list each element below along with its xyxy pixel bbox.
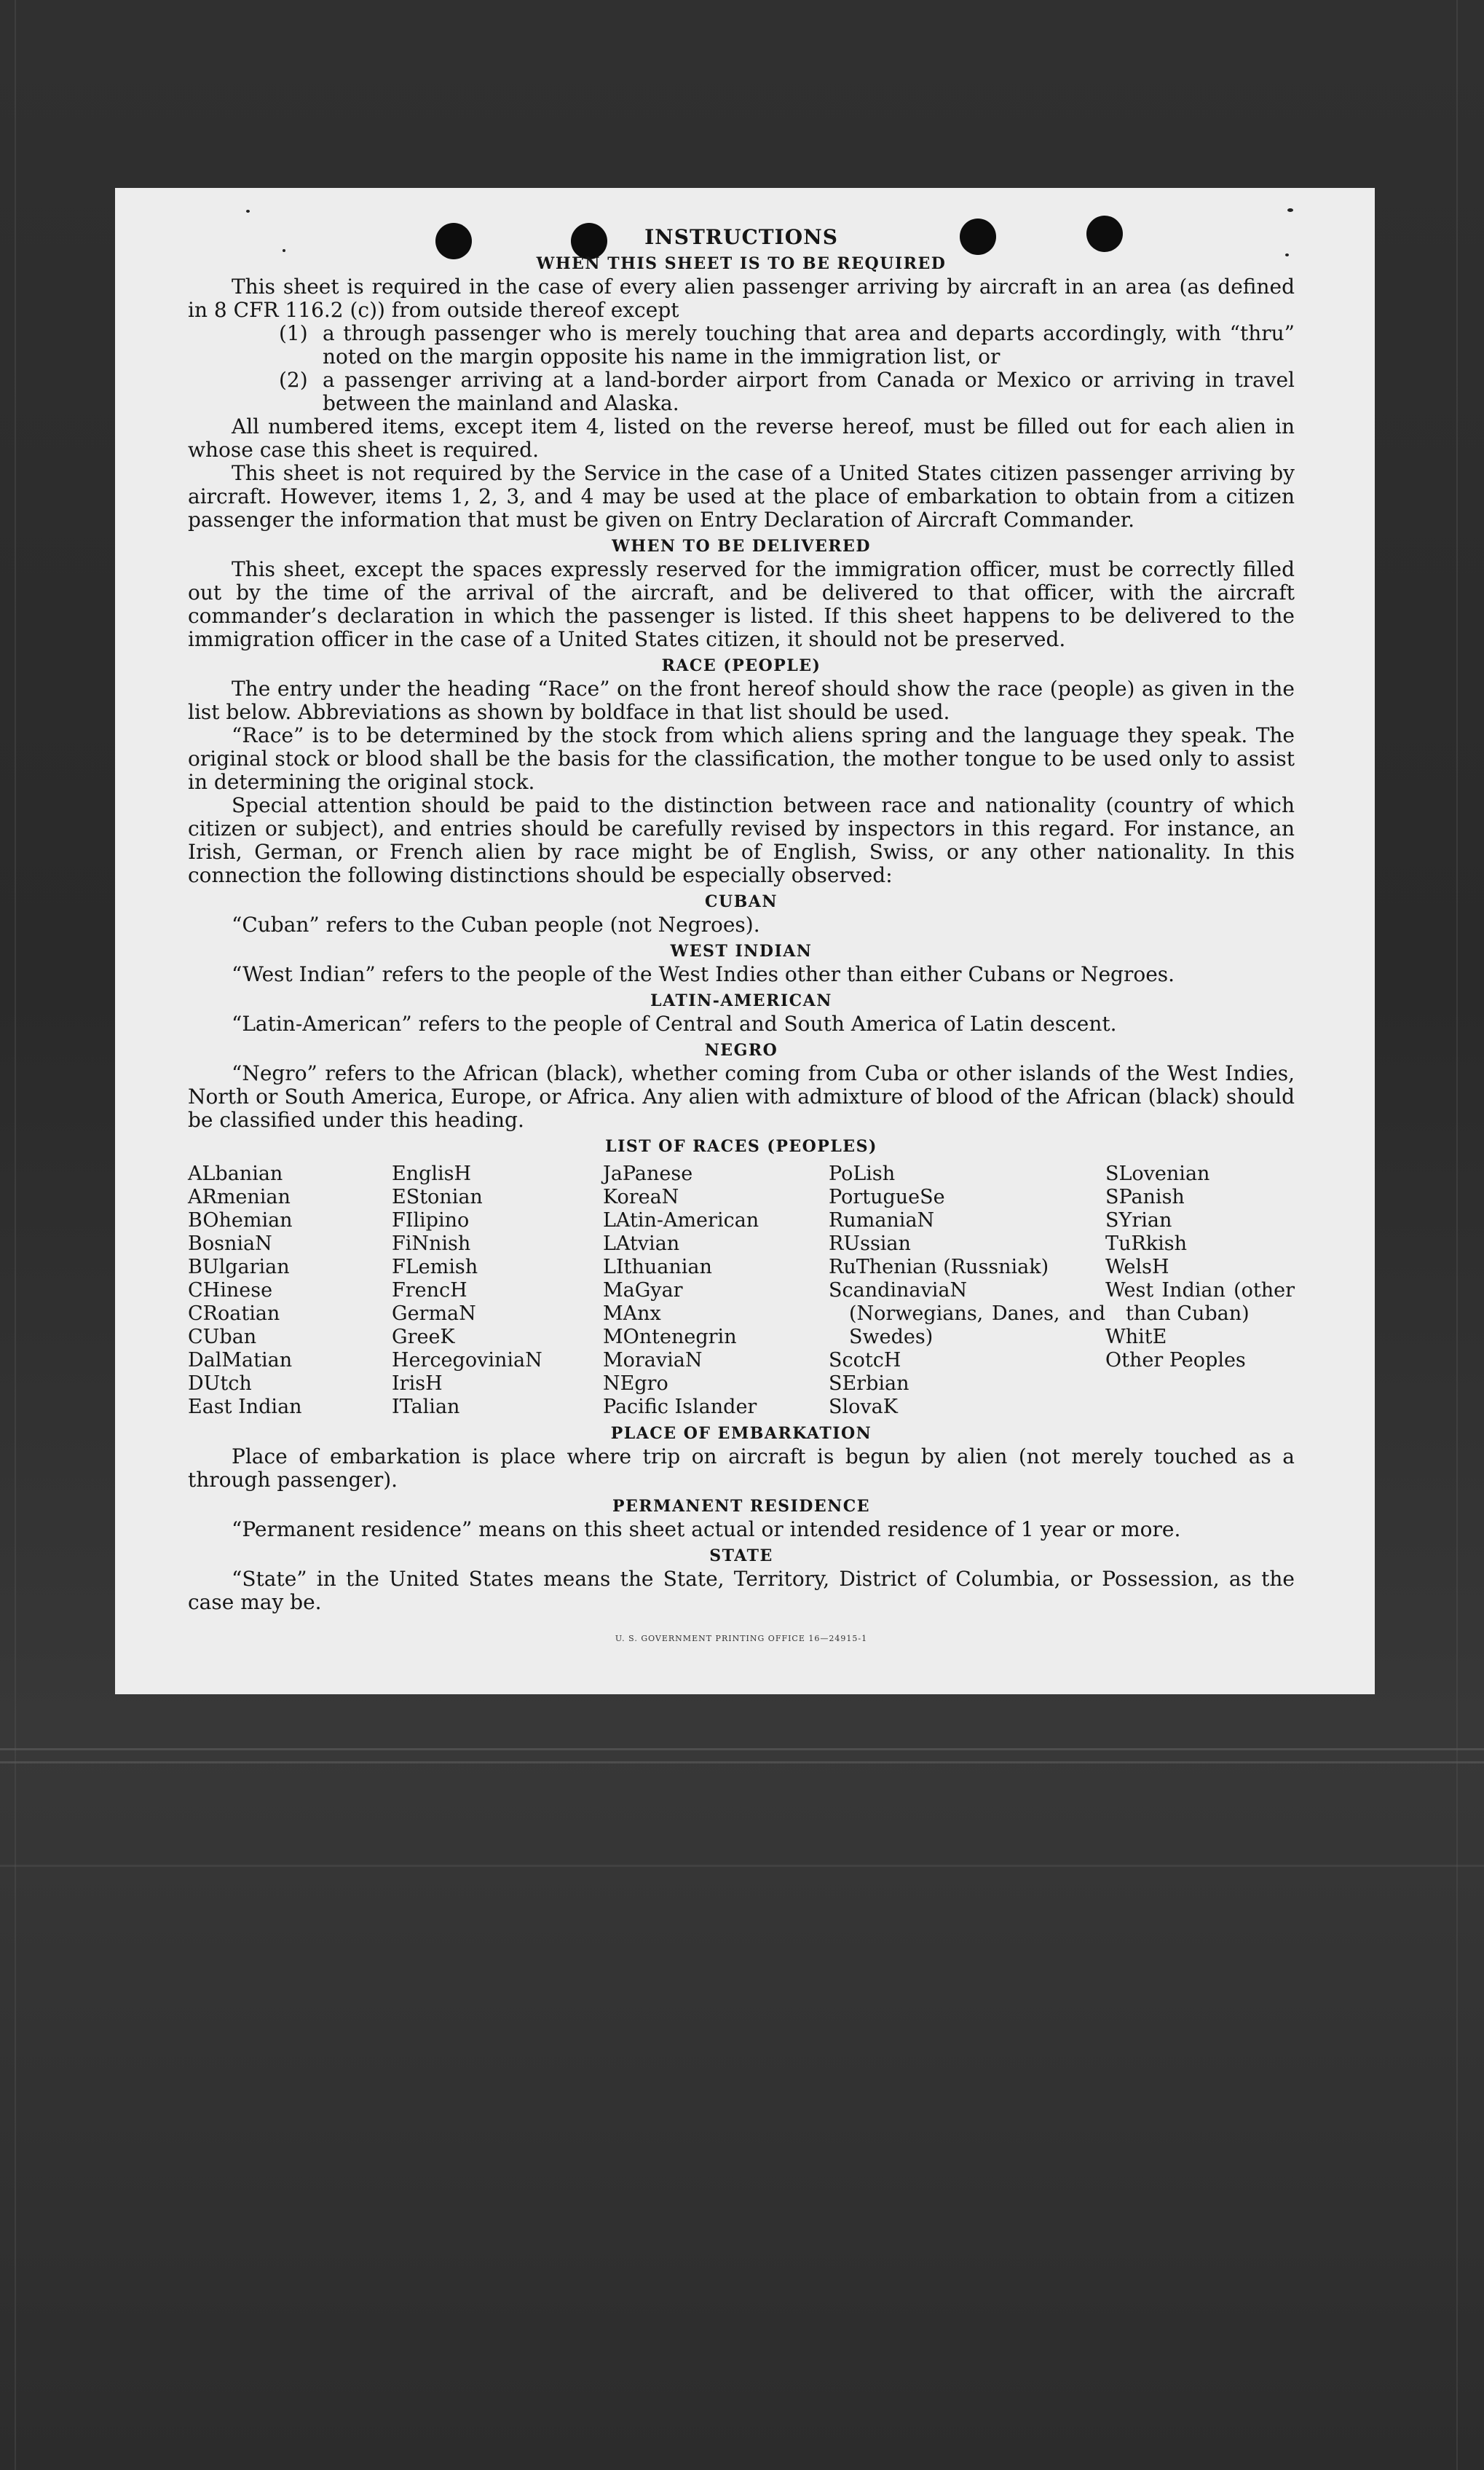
list-item	[279, 369, 1295, 415]
paragraph: “Latin-American” refers to the people of Central and South America of Latin descent.	[232, 1012, 1117, 1036]
document-body	[188, 223, 1295, 1651]
race-entry: DalMatian	[188, 1349, 293, 1372]
race-entry: Pacific Islander	[603, 1396, 757, 1418]
race-entry: GermaN	[392, 1302, 476, 1325]
paragraph: This sheet is not required by the Service in the case of a United States citizen passenger arriving by aircraft. However, items 1, 2, 3, and 4 may be used at the place of embarkation to obtain from a citizen passenger the information that must be given on Entry Declaration of Aircraft Commander.	[188, 461, 1295, 532]
section-heading: LATIN-AMERICAN	[650, 991, 832, 1010]
race-entry: HercegoviniaN	[392, 1349, 542, 1372]
list-item	[279, 322, 1295, 369]
races-column	[392, 1163, 603, 1419]
race-entry: ARmenian	[188, 1186, 291, 1208]
document-title: INSTRUCTIONS	[644, 225, 838, 249]
printer-imprint: U. S. GOVERNMENT PRINTING OFFICE 16—24915-1	[615, 1634, 868, 1643]
section-heading: RACE (PEOPLE)	[661, 656, 821, 675]
section-heading: CUBAN	[705, 892, 778, 911]
race-entry: IrisH	[392, 1372, 443, 1395]
race-entry: CUban	[188, 1326, 257, 1348]
section-heading: WHEN TO BE DELIVERED	[612, 537, 871, 556]
section-heading: STATE	[709, 1546, 773, 1565]
race-entry: East Indian	[188, 1396, 302, 1418]
race-entry: SErbian	[829, 1372, 909, 1395]
race-entry: NEgro	[603, 1372, 668, 1395]
race-entry: SLovenian	[1105, 1163, 1210, 1185]
paragraph: “Negro” refers to the African (black), whether coming from Cuba or other islands of the West Indies, North or South America, Europe, or Africa. Any alien with admixture of blood of the African (black) should be classified under this heading.	[188, 1061, 1295, 1132]
races-column	[1105, 1163, 1295, 1419]
race-entry: ScotcH	[829, 1349, 901, 1372]
paragraph: “State” in the United States means the State, Territory, District of Columbia, or Possession, as the case may be.	[188, 1567, 1295, 1614]
item-text: a passenger arriving at a land-border airport from Canada or Mexico or arriving in travel between the mainland and Alaska.	[323, 368, 1295, 415]
race-entry: FrencH	[392, 1279, 467, 1302]
race-entry: RuThenian (Russniak)	[829, 1256, 1049, 1278]
race-entry: KoreaN	[603, 1186, 679, 1208]
race-entry: ScandinaviaN (Norwegians, Danes, and Swedes)	[829, 1279, 1105, 1348]
paragraph: This sheet is required in the case of every alien passenger arriving by aircraft in an area (as defined in 8 CFR 116.2 (c)) from outside thereof except	[188, 275, 1295, 322]
paragraph: “Cuban” refers to the Cuban people (not Negroes).	[232, 913, 760, 937]
film-edge-line	[1456, 0, 1458, 2470]
race-entry: MOntenegrin	[603, 1326, 737, 1348]
race-entry: MaGyar	[603, 1279, 683, 1302]
race-entry: TuRkish	[1105, 1232, 1187, 1255]
section-heading: NEGRO	[704, 1041, 778, 1060]
race-entry: WhitE	[1105, 1326, 1167, 1348]
paragraph: “West Indian” refers to the people of the West Indies other than either Cubans or Negroes.	[232, 962, 1175, 986]
item-text: a through passenger who is merely touching that area and departs accordingly, with “thru” noted on the margin opposite his name in the immigration list, or	[323, 321, 1295, 369]
paragraph: “Permanent residence” means on this sheet actual or intended residence of 1 year or more.	[232, 1517, 1181, 1541]
paragraph: All numbered items, except item 4, listed on the reverse hereof, must be filled out for each alien in whose case this sheet is required.	[188, 414, 1295, 462]
paragraph: Place of embarkation is place where trip on aircraft is begun by alien (not merely touched as a through passenger).	[188, 1444, 1295, 1492]
race-entry: ALbanian	[188, 1163, 283, 1185]
race-entry: SlovaK	[829, 1396, 898, 1418]
race-entry: SYrian	[1105, 1209, 1172, 1232]
race-entry: SPanish	[1105, 1186, 1185, 1208]
races-column	[188, 1163, 392, 1419]
race-entry: PortugueSe	[829, 1186, 945, 1208]
paragraph: The entry under the heading “Race” on the front hereof should show the race (people) as given in the list below. Abbreviations as shown by boldface in that list should be used.	[188, 677, 1295, 724]
section-heading: PERMANENT RESIDENCE	[612, 1497, 870, 1516]
races-column	[829, 1163, 1105, 1419]
race-entry: EStonian	[392, 1186, 483, 1208]
speck	[246, 210, 250, 213]
race-entry: CHinese	[188, 1279, 273, 1302]
speck	[1287, 208, 1293, 212]
race-entry: LAtvian	[603, 1232, 680, 1255]
paragraph: This sheet, except the spaces expressly reserved for the immigration officer, must be correctly filled out by the time of the arrival of the aircraft, and be delivered to that officer, with the aircraft commander’s declaration in which the passenger is listed. If this sheet happens to be delivered to the immigration officer in the case of a United States citizen, it should not be preserved.	[188, 557, 1295, 651]
race-entry: GreeK	[392, 1326, 455, 1348]
race-entry: MAnx	[603, 1302, 661, 1325]
race-entry: RUssian	[829, 1232, 911, 1255]
item-number: (2)	[279, 368, 308, 392]
film-scratch	[0, 1761, 1484, 1763]
race-entry: DUtch	[188, 1372, 252, 1395]
race-entry: Other Peoples	[1105, 1349, 1246, 1372]
film-scratch	[0, 1865, 1484, 1867]
paragraph: “Race” is to be determined by the stock from which aliens spring and the language they speak. The original stock or blood shall be the basis for the classification, the mother tongue to be used only to assist in determining the original stock.	[188, 723, 1295, 794]
race-entry: JaPanese	[603, 1163, 693, 1185]
section-heading: PLACE OF EMBARKATION	[610, 1424, 872, 1443]
race-entry: EnglisH	[392, 1163, 472, 1185]
section-heading: WHEN THIS SHEET IS TO BE REQUIRED	[536, 254, 947, 273]
section-heading: WEST INDIAN	[670, 942, 813, 961]
race-entry: RumaniaN	[829, 1209, 935, 1232]
race-entry: BUlgarian	[188, 1256, 290, 1278]
races-list	[188, 1163, 1295, 1419]
race-entry: BOhemian	[188, 1209, 293, 1232]
race-entry: FiNnish	[392, 1232, 471, 1255]
race-entry: LAtin-American	[603, 1209, 759, 1232]
race-entry: West Indian (other than Cuban)	[1105, 1279, 1295, 1325]
race-entry: ITalian	[392, 1396, 460, 1418]
race-entry: FLemish	[392, 1256, 478, 1278]
item-number: (1)	[279, 321, 308, 345]
race-entry: BosniaN	[188, 1232, 272, 1255]
race-entry: WelsH	[1105, 1256, 1169, 1278]
instruction-sheet	[115, 188, 1375, 1694]
race-entry: PoLish	[829, 1163, 896, 1185]
race-entry: MoraviaN	[603, 1349, 703, 1372]
film-scratch	[0, 1748, 1484, 1750]
race-entry: FIlipino	[392, 1209, 470, 1232]
race-entry: LIthuanian	[603, 1256, 712, 1278]
race-entry: CRoatian	[188, 1302, 280, 1325]
section-heading: LIST OF RACES (PEOPLES)	[605, 1137, 877, 1156]
paragraph: Special attention should be paid to the distinction between race and nationality (country of which citizen or subject), and entries should be carefully revised by inspectors in this regard. For instance, an Irish, German, or French alien by race might be of English, Swiss, or any other nationality. In this connection the following distinctions should be especially observed:	[188, 793, 1295, 887]
races-column	[603, 1163, 829, 1419]
film-edge-line	[15, 0, 16, 2470]
